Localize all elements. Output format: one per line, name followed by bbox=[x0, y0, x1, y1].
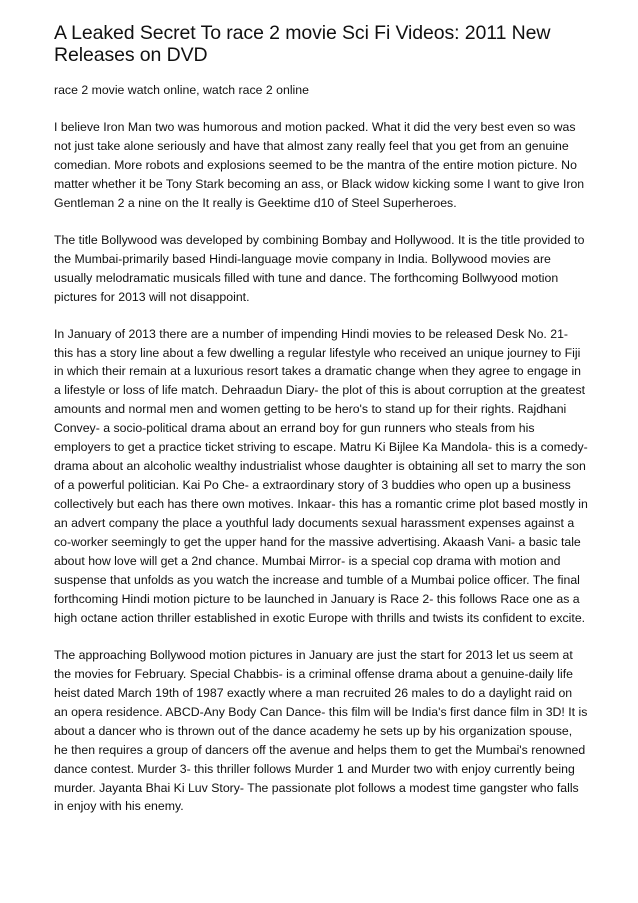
paragraph-february-releases: The approaching Bollywood motion pictures in January are just the start for 2013 let us seem at the movies for February. Special Chabbis- is a criminal offense drama about a genuine-daily life heist dated March 19th of 1987 exactly where a man recruited 26 males to do a daylight raid on an opera residence. ABCD-Any Body Can Dance- this film will be India's first dance film in 3D! It is about a dancer who is thrown out of the dance academy he sets up by his organization spouse, he then requires a group of dancers off the avenue and helps them to get the Mumbai's renowned dance contest. Murder 3- this thriller follows Murder 1 and Murder two with enjoy currently being murder. Jayanta Bhai Ki Luv Story- The passionate plot follows a modest time gangster who falls in enjoy with his enemy. bbox=[54, 647, 588, 814]
paragraph-bollywood-origin: The title Bollywood was developed by combining Bombay and Hollywood. It is the title provided to the Mumbai-primarily based Hindi-language movie company in India. Bollywood movies are usually melodramatic musicals filled with tune and dance. The forthcoming Bollwyood motion pictures for 2013 will not disappoint. bbox=[54, 232, 585, 304]
document-title: A Leaked Secret To race 2 movie Sci Fi Videos: 2011 New Releases on DVD bbox=[54, 22, 551, 66]
paragraph-iron-man: I believe Iron Man two was humorous and motion packed. What it did the very best even so was not just take alone seriously and have that almost zany really feel that you get from an genuine comedian. More robots and explosions seemed to be the mantra of the entire motion picture. No matter whether it be Tony Stark becoming an ass, or Black widow kicking some I want to give Iron Gentleman 2 a nine on the It really is Geektime d10 of Steel Superheroes. bbox=[54, 120, 585, 210]
document-page bbox=[54, 22, 589, 834]
document-subtitle: race 2 movie watch online, watch race 2 online bbox=[54, 83, 309, 97]
paragraph-january-releases: In January of 2013 there are a number of impending Hindi movies to be released Desk No. 21- this has a story line about a few dwelling a regular lifestyle who received an unique journey to Fiji in which their remain at a luxurious resort takes a dramatic change when they agree to engage in a lifestyle or loss of life match. Dehraadun Diary- the plot of this is about corruption at the greatest amounts and normal men and women getting to be hero's to stand up for their rights. Rajdhani Convey- a socio-political drama about an errand boy for gun runners who steals from his employers to get a practice ticket striving to escape. Matru Ki Bijlee Ka Mandola- this is a comedy-drama about an alcoholic wealthy industrialist whose daughter is obtaining all set to marry the son of a powerful politician. Kai Po Che- a extraordinary story of 3 buddies who open up a business collectively but each has there own motives. Inkaar- this has a romantic crime plot based mostly in an advert company the place a youthful lady documents sexual harassment expenses against a co-worker seemingly to get the upper hand for the massive advertising. Akaash Vani- a basic tale about how love will get a 2nd chance. Mumbai Mirror- is a special cop drama with motion and suspense that unfolds as you watch the increase and tumble of a Mumbai police officer. The final forthcoming Hindi motion picture to be launched in January is Race 2- this follows Race one as a high octane action thriller established in exotic Europe with thrills and twists its confident to excite. bbox=[54, 326, 588, 625]
